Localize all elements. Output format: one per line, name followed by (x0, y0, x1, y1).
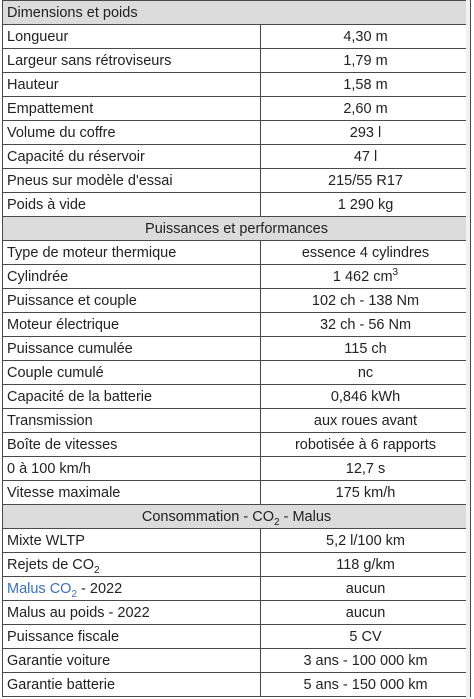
table-row (3, 625, 471, 649)
row-label: Puissance cumulée (3, 337, 261, 361)
table-row (3, 145, 471, 169)
row-value: 5 ans - 150 000 km (261, 673, 471, 697)
row-value: 5 CV (261, 625, 471, 649)
row-value: 0,846 kWh (261, 385, 471, 409)
table-row (3, 385, 471, 409)
row-label: Pneus sur modèle d'essai (3, 169, 261, 193)
table-row (3, 553, 471, 577)
row-value: 118 g/km (261, 553, 471, 577)
table-row (3, 193, 471, 217)
table-row (3, 409, 471, 433)
table-row (3, 169, 471, 193)
row-value: 47 l (261, 145, 471, 169)
row-label: Mixte WLTP (3, 529, 261, 553)
row-label (3, 553, 261, 577)
table-row (3, 433, 471, 457)
row-value: 1,58 m (261, 73, 471, 97)
row-label: Transmission (3, 409, 261, 433)
row-value: essence 4 cylindres (261, 241, 471, 265)
row-label: Moteur électrique (3, 313, 261, 337)
specifications-table (2, 0, 471, 697)
table-row (3, 49, 471, 73)
row-label: Garantie batterie (3, 673, 261, 697)
superscript: 3 (392, 266, 399, 278)
row-label: Cylindrée (3, 265, 261, 289)
row-value (261, 265, 471, 289)
section-title: Dimensions et poids (3, 1, 471, 25)
table-row (3, 673, 471, 697)
row-label: Puissance fiscale (3, 625, 261, 649)
row-value: 1 290 kg (261, 193, 471, 217)
section-header-dimensions (3, 1, 471, 25)
row-value: 1,79 m (261, 49, 471, 73)
row-value: 32 ch - 56 Nm (261, 313, 471, 337)
row-label: Puissance et couple (3, 289, 261, 313)
malus-co2-link[interactable] (7, 580, 78, 600)
row-label: 0 à 100 km/h (3, 457, 261, 481)
row-value: 4,30 m (261, 25, 471, 49)
row-value: aux roues avant (261, 409, 471, 433)
row-value: robotisée à 6 rapports (261, 433, 471, 457)
label-text: Rejets de CO (7, 556, 95, 573)
label-suffix: - 2022 (77, 580, 123, 597)
table-row (3, 97, 471, 121)
row-label: Volume du coffre (3, 121, 261, 145)
section-title-suffix: - Malus (279, 508, 332, 525)
table-row (3, 529, 471, 553)
link-text[interactable]: Malus CO (7, 580, 72, 597)
row-value: 102 ch - 138 Nm (261, 289, 471, 313)
table-row (3, 241, 471, 265)
table-row (3, 289, 471, 313)
row-label: Type de moteur thermique (3, 241, 261, 265)
table-row (3, 265, 471, 289)
table-row (3, 481, 471, 505)
row-label: Longueur (3, 25, 261, 49)
section-title-text: Consommation - CO (141, 508, 275, 525)
table-row (3, 457, 471, 481)
table-row (3, 601, 471, 625)
row-label: Garantie voiture (3, 649, 261, 673)
row-value: nc (261, 361, 471, 385)
section-header-consommation (3, 505, 471, 529)
row-value: 175 km/h (261, 481, 471, 505)
row-value: 2,60 m (261, 97, 471, 121)
row-label: Boîte de vitesses (3, 433, 261, 457)
table-row (3, 361, 471, 385)
row-label: Capacité de la batterie (3, 385, 261, 409)
row-label (3, 577, 261, 601)
row-value: 293 l (261, 121, 471, 145)
subscript: 2 (94, 564, 100, 576)
section-title: Puissances et performances (3, 217, 471, 241)
row-label: Vitesse maximale (3, 481, 261, 505)
section-title (3, 505, 471, 529)
table-row (3, 25, 471, 49)
row-value: 3 ans - 100 000 km (261, 649, 471, 673)
subscript[interactable]: 2 (71, 588, 78, 600)
row-label: Couple cumulé (3, 361, 261, 385)
scrollbar-track[interactable] (466, 0, 470, 699)
row-value: aucun (261, 577, 471, 601)
value-text: 1 462 cm (332, 268, 393, 285)
section-header-performances (3, 217, 471, 241)
row-label: Capacité du réservoir (3, 145, 261, 169)
row-label: Empattement (3, 97, 261, 121)
table-row (3, 577, 471, 601)
row-label: Malus au poids - 2022 (3, 601, 261, 625)
row-value: 12,7 s (261, 457, 471, 481)
row-label: Hauteur (3, 73, 261, 97)
subscript: 2 (274, 516, 280, 528)
table-row (3, 337, 471, 361)
table-row (3, 649, 471, 673)
row-label: Poids à vide (3, 193, 261, 217)
table-row (3, 313, 471, 337)
row-value: 215/55 R17 (261, 169, 471, 193)
row-value: 5,2 l/100 km (261, 529, 471, 553)
row-label: Largeur sans rétroviseurs (3, 49, 261, 73)
table-row (3, 73, 471, 97)
row-value: 115 ch (261, 337, 471, 361)
table-row (3, 121, 471, 145)
row-value: aucun (261, 601, 471, 625)
